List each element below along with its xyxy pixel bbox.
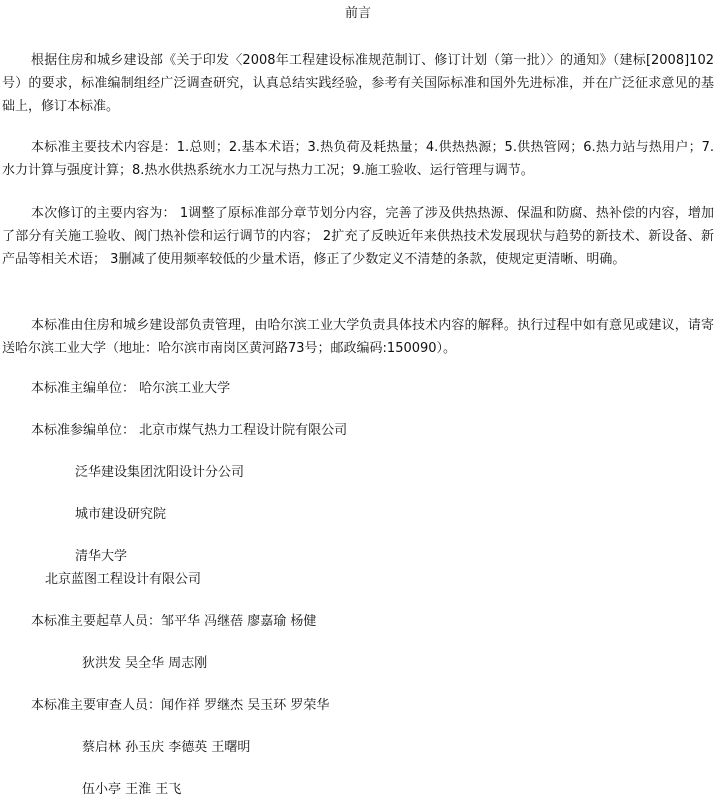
participating-unit: 北京蓝图工程设计有限公司 [45, 572, 202, 587]
reviewers-continued: 伍小亭 王淮 王飞 [82, 782, 182, 797]
reviewers-label: 本标准主要审查人员：闻作祥 罗继杰 吴玉环 罗荣华 [31, 698, 330, 713]
paragraph-basis: 根据住房和城乡建设部《关于印发〈2008年工程建设标准规范制订、修订计划（第一批）〉的通知》（建标[2008]102号）的要求，标准编制组经广泛调查研究，认真总结实践经验，参考有关国际标准和国外先进标准，并在广泛征求意见的基础上，修订本标准。 [2, 53, 714, 114]
participating-unit: 城市建设研究院 [75, 507, 167, 522]
drafters-continued: 狄洪发 吴全华 周志刚 [82, 656, 208, 671]
participating-unit: 清华大学 [75, 549, 128, 564]
paragraph-main-content: 本标准主要技术内容是：1.总则；2.基本术语；3.热负荷及耗热量；4.供热热源；5.供热管网；6.热力站与热用户；7.水力计算与强度计算；8.热水供热系统水力工况与热力工况；9.施工验收、运行管理与调节。 [2, 140, 714, 178]
participating-unit: 泛华建设集团沈阳设计分公司 [75, 465, 245, 480]
participating-units-label: 本标准参编单位： 北京市煤气热力工程设计院有限公司 [31, 423, 348, 438]
paragraph-management: 本标准由住房和城乡建设部负责管理，由哈尔滨工业大学负责具体技术内容的解释。执行过程中如有意见或建议，请寄送哈尔滨工业大学（地址：哈尔滨市南岗区黄河路73号；邮政编码:150090）。 [2, 318, 714, 356]
reviewers-continued: 蔡启林 孙玉庆 李德英 王曙明 [82, 740, 251, 755]
page-title: 前言 [344, 6, 371, 21]
paragraph-revision: 本次修订的主要内容为： 1调整了原标准部分章节划分内容，完善了涉及供热热源、保温和防腐、热补偿的内容，增加了部分有关施工验收、阀门热补偿和运行调节的内容； 2扩充了反映近年来供热技术发展现状与趋势的新技术、新设备、新产品等相关术语； 3删减了使用频率较低的少量术语，修正了少数定义不清楚的条款，使规定更清晰、明确。 [2, 206, 714, 267]
drafters-label: 本标准主要起草人员：邹平华 冯继蓓 廖嘉瑜 杨健 [31, 614, 317, 629]
chief-editor-unit: 本标准主编单位： 哈尔滨工业大学 [31, 381, 231, 396]
